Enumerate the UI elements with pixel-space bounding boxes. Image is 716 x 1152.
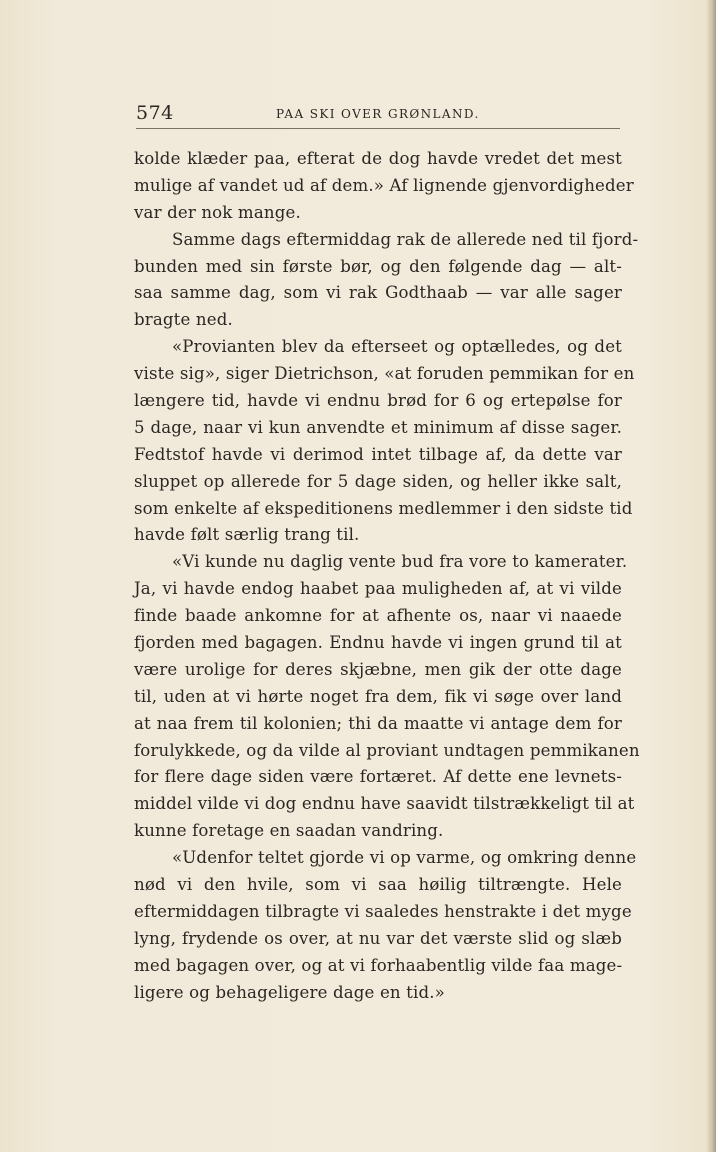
page-edge-shadow [706, 0, 716, 1152]
text-line: med bagagen over, og at vi forhaabentlig vilde faa mage- [134, 955, 623, 975]
text-line: være urolige for deres skjæbne, men gik der otte dage [134, 659, 622, 679]
text-line: nød vi den hvile, som vi saa høilig tiltrængte. Hele [134, 875, 622, 895]
text-line: Fedtstof havde vi derimod intet tilbage af, da dette var [134, 444, 622, 464]
running-title: PAA SKI OVER GRØNLAND. [276, 107, 480, 121]
text-line: ligere og behageligere dage en tid.» [134, 982, 445, 1002]
text-line: længere tid, havde vi endnu brød for 6 og ertepølse for [134, 391, 622, 411]
text-line: «Provianten blev da efterseet og optælledes, og det [172, 337, 622, 357]
text-line: bunden med sin første bør, og den følgende dag — alt- [134, 256, 622, 276]
text-line: bragte ned. [134, 310, 233, 330]
body-text [134, 146, 640, 1007]
text-line: fjorden med bagagen. Endnu havde vi ingen grund til at [134, 633, 622, 653]
page-number: 574 [136, 102, 174, 124]
text-line: kunne foretage en saadan vandring. [134, 821, 444, 841]
text-line: «Udenfor teltet gjorde vi op varme, og omkring denne [172, 848, 637, 868]
text-line: til, uden at vi hørte noget fra dem, fik vi søge over land [134, 686, 622, 706]
text-line: eftermiddagen tilbragte vi saaledes henstrakte i det myge [134, 901, 632, 921]
header-rule [136, 128, 620, 129]
text-line: sluppet op allerede for 5 dage siden, og heller ikke salt, [134, 471, 622, 491]
text-line: 5 dage, naar vi kun anvendte et minimum af disse sager. [134, 417, 622, 437]
text-line: var der nok mange. [134, 202, 301, 222]
text-line: middel vilde vi dog endnu have saavidt tilstrækkeligt til at [134, 794, 635, 814]
text-line: finde baade ankomne for at afhente os, naar vi naaede [134, 606, 622, 626]
text-line: som enkelte af ekspeditionens medlemmer i den sidste tid [134, 498, 633, 518]
text-line: mulige af vandet ud af dem.» Af lignende gjenvordigheder [134, 175, 634, 195]
text-line: havde følt særlig trang til. [134, 525, 360, 545]
page-header [136, 102, 620, 130]
text-line: Samme dags eftermiddag rak de allerede ned til fjord- [172, 229, 639, 249]
text-line: saa samme dag, som vi rak Godthaab — var alle sager [134, 283, 622, 303]
text-line: «Vi kunde nu daglig vente bud fra vore to kamerater. [172, 552, 628, 572]
text-line: viste sig», siger Dietrichson, «at foruden pemmikan for en [134, 364, 635, 384]
text-line: forulykkede, og da vilde al proviant undtagen pemmikanen [134, 740, 640, 760]
text-line: kolde klæder paa, efterat de dog havde vredet det mest [134, 149, 622, 168]
text-line: at naa frem til kolonien; thi da maatte vi antage dem for [134, 713, 622, 733]
text-line: for flere dage siden være fortæret. Af dette ene levnets- [134, 767, 622, 787]
text-line: Ja, vi havde endog haabet paa muligheden af, at vi vilde [134, 579, 622, 599]
text-line: lyng, frydende os over, at nu var det værste slid og slæb [134, 928, 622, 948]
